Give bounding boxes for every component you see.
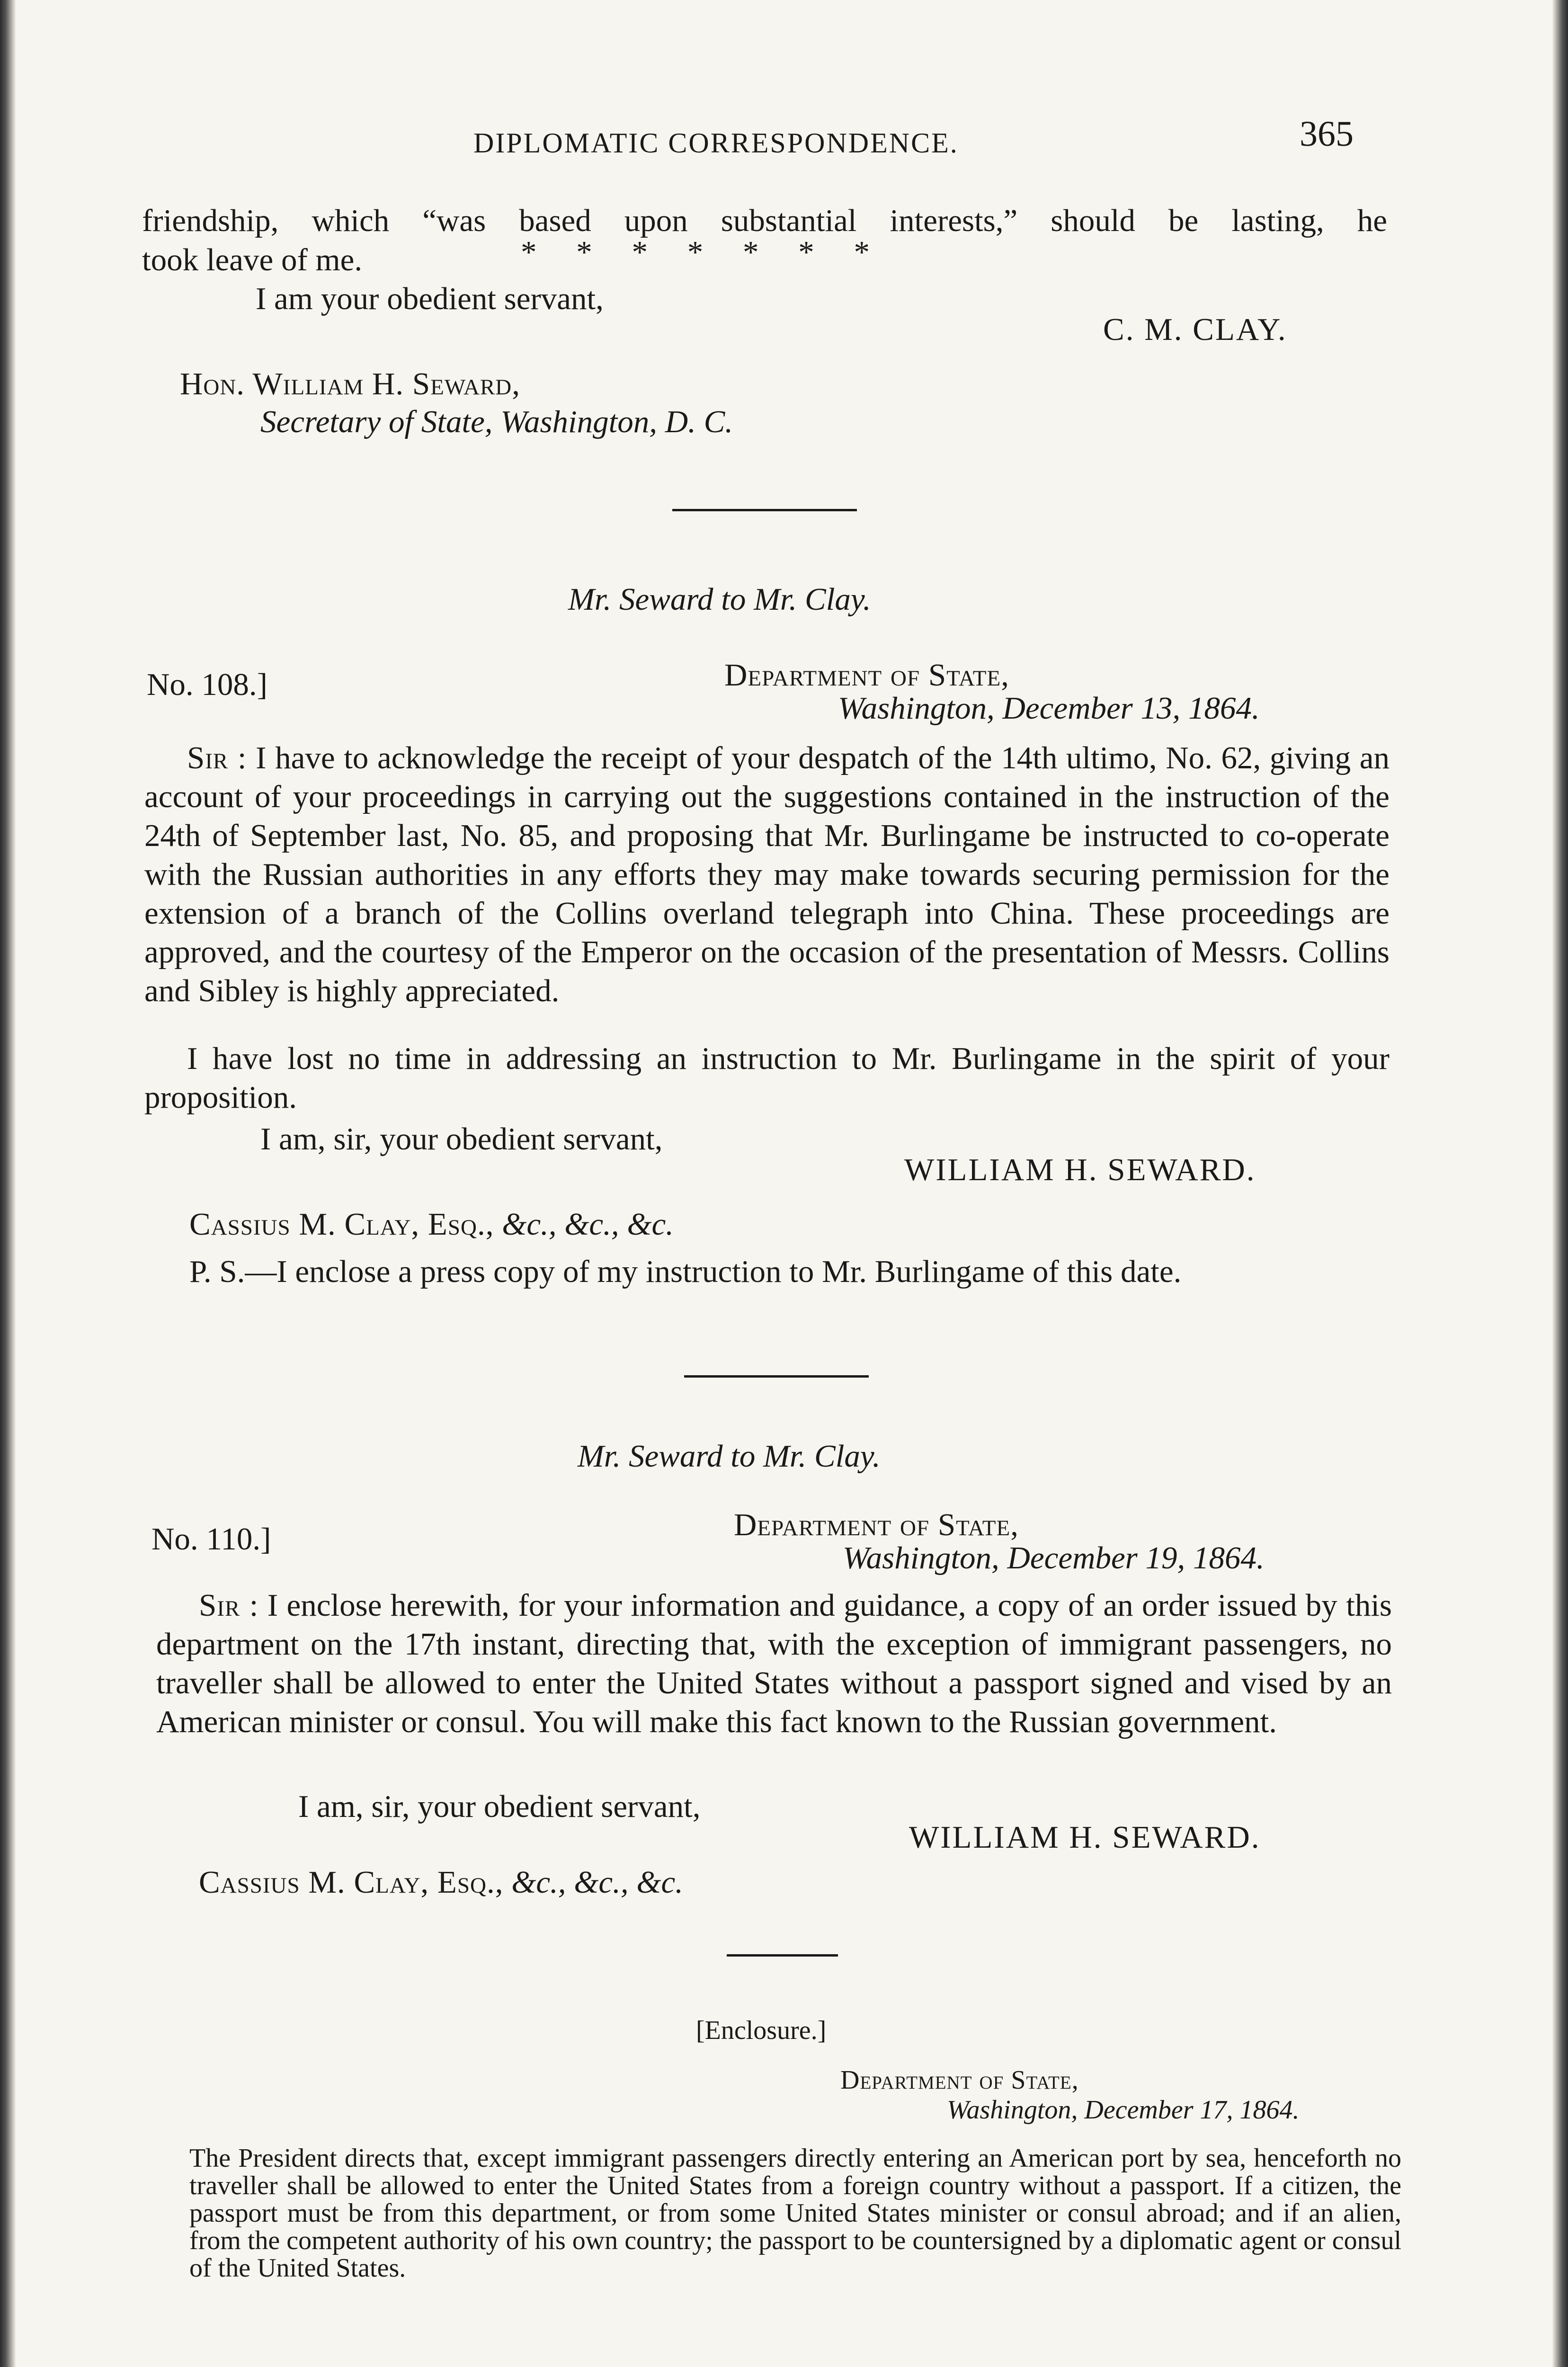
body-paragraph-2: I have lost no time in addressing an instruction to Mr. Burlingame in the spirit of your proposition. [144, 1041, 1390, 1115]
recipient [189, 1205, 674, 1244]
text-line-took-leave: took leave of me. [142, 242, 363, 277]
recipient-name: Cassius M. Clay, Esq., [199, 1865, 504, 1900]
department-heading: Department of State, [840, 2065, 1079, 2095]
section-divider [727, 1954, 838, 1957]
postscript: P. S.—I enclose a press copy of my instruction to Mr. Burlingame of this date. [189, 1254, 1182, 1289]
running-title: DIPLOMATIC CORRESPONDENCE. [473, 127, 959, 159]
closing-line: I am, sir, your obedient servant, [260, 1121, 663, 1157]
page-edge-right [1552, 0, 1568, 2367]
dateline: Washington, December 13, 1864. [838, 691, 1260, 726]
salutation: Sir : [199, 1588, 259, 1623]
department-heading: Department of State, [724, 658, 1009, 693]
text-line-friendship: friendship, which “was based upon substantial interests,” should be lasting, he [142, 203, 1387, 238]
letter-heading: Mr. Seward to Mr. Clay. [578, 1439, 881, 1474]
letter-number: No. 110.] [151, 1522, 271, 1557]
dateline: Washington, December 17, 1864. [947, 2095, 1300, 2125]
enclosure-label: [Enclosure.] [696, 2016, 827, 2045]
body-paragraph-1: I enclose herewith, for your information and guidance, a copy of an order issued by this department on the 17th instant, directing that, with the exception of immigrant passengers, no traveller shall be allowed to enter the United States without a passport signed and vised by an American minister or consul. You will make this fact known to the Russian government. [156, 1588, 1392, 1739]
signature: WILLIAM H. SEWARD. [904, 1152, 1256, 1187]
section-divider [672, 509, 857, 511]
dateline: Washington, December 19, 1864. [843, 1540, 1265, 1575]
page-number: 365 [1300, 114, 1354, 154]
addressee-title: Secretary of State, Washington, D. C. [260, 404, 733, 439]
addressee-name: Hon. William H. Seward, [180, 366, 520, 401]
letter-heading: Mr. Seward to Mr. Clay. [568, 582, 871, 617]
salutation: Sir : [187, 740, 247, 775]
signature: C. M. CLAY. [1103, 312, 1287, 347]
signature: WILLIAM H. SEWARD. [909, 1820, 1261, 1855]
recipient [199, 1863, 683, 1902]
department-heading: Department of State, [734, 1507, 1019, 1542]
letter-body [156, 1586, 1392, 1741]
recipient-etc: &c., &c., &c. [511, 1865, 684, 1900]
section-divider [684, 1375, 869, 1378]
recipient-name: Cassius M. Clay, Esq., [189, 1207, 494, 1242]
enclosure-body: The President directs that, except immigrant passengers directly entering an American port by sea, henceforth no traveller shall be allowed to enter the United States from a foreign country without a passport. If a citizen, the passport must be from this department, or from some United States minister or consul abroad; and if an alien, from the competent authority of his own country; the passport to be countersigned by a diplomatic agent or consul of the United States. [189, 2144, 1401, 2283]
body-paragraph-1: I have to acknowledge the receipt of your despatch of the 14th ultimo, No. 62, giving an account of your proceedings in carrying out the suggestions contained in the instruction of the 24th of September last, No. 85, and proposing that Mr. Burlingame be instructed to co-operate with the Russian authorities in any efforts they may make towards securing permission for the extension of a branch of the Collins overland telegraph into China. These proceedings are approved, and the courtesy of the Emperor on the occasion of the presentation of Messrs. Collins and Sibley is highly appreciated. [144, 740, 1390, 1008]
ellipsis-stars: * * * * * * * [521, 235, 870, 270]
closing-line: I am, sir, your obedient servant, [298, 1789, 701, 1824]
recipient-etc: &c., &c., &c. [502, 1207, 674, 1242]
closing-line: I am your obedient servant, [256, 281, 604, 316]
letter-number: No. 108.] [147, 667, 267, 702]
letter-body [144, 739, 1390, 1010]
page-edge-left [0, 0, 16, 2367]
